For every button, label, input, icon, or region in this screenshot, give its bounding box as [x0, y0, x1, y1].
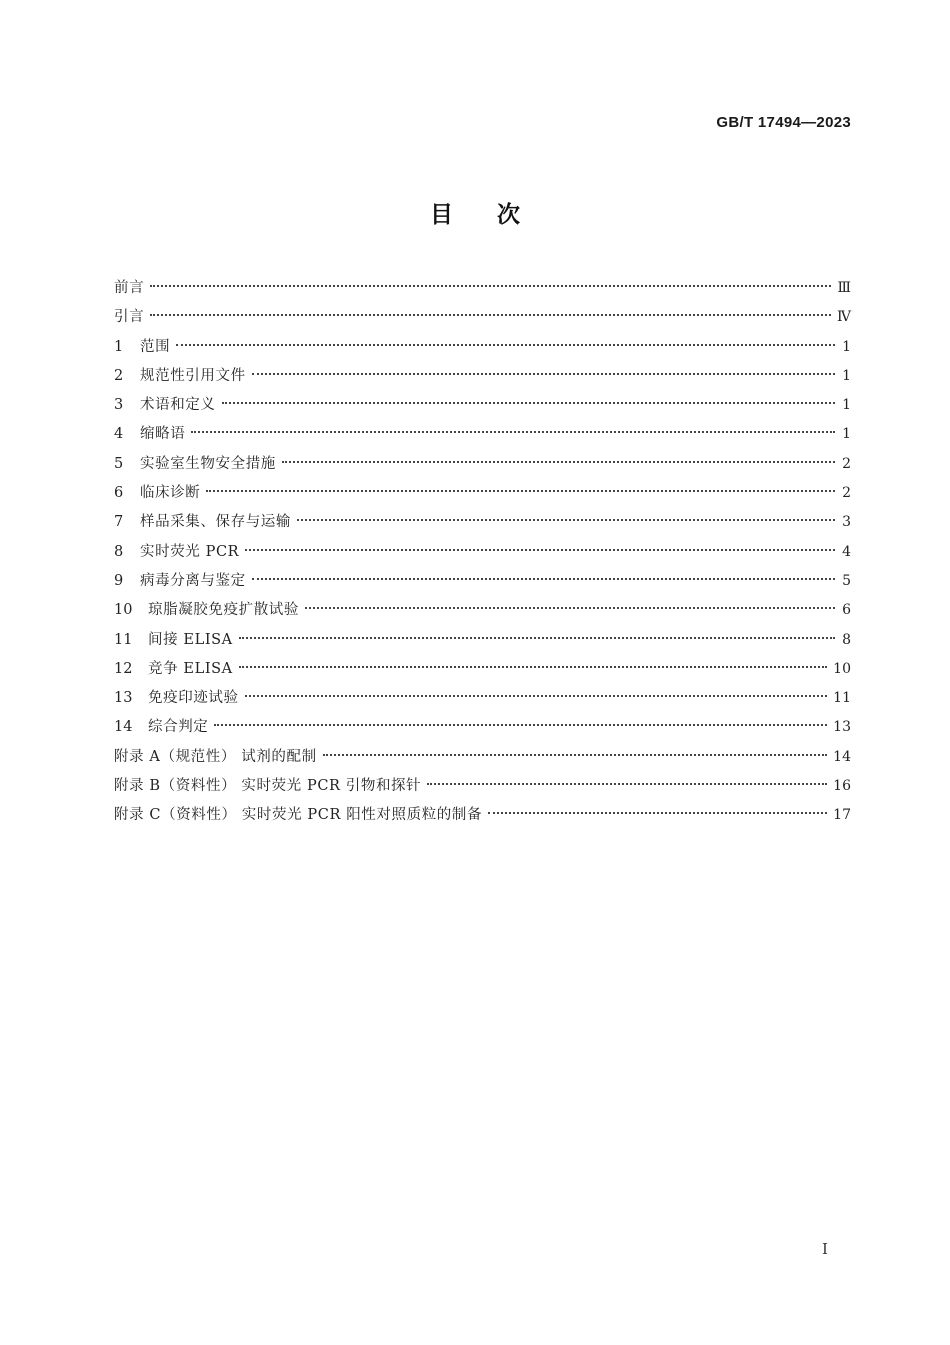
- toc-entry[interactable]: [114, 420, 851, 449]
- toc-entry[interactable]: [114, 626, 851, 655]
- toc-entry-label: 前言: [114, 280, 145, 296]
- dot-leader: [191, 431, 835, 433]
- toc-entry[interactable]: [114, 450, 851, 479]
- toc-entry-number: 2: [114, 367, 124, 384]
- toc-entry-number: 10: [114, 602, 133, 619]
- table-of-contents: [114, 274, 851, 831]
- toc-entry-number: 5: [114, 455, 124, 472]
- toc-entry-label: 竞争 ELISA: [148, 660, 233, 677]
- toc-entry-label: 范围: [140, 338, 171, 355]
- toc-entry-page: 17: [833, 807, 851, 824]
- toc-entry-number: 14: [114, 719, 133, 736]
- toc-entry-page: 1: [842, 426, 851, 443]
- toc-entry[interactable]: [114, 713, 851, 742]
- toc-entry-page: 6: [842, 602, 851, 619]
- toc-entry[interactable]: [114, 772, 851, 801]
- page-title: 目次: [430, 202, 564, 228]
- toc-entry[interactable]: [114, 538, 851, 567]
- dot-leader: [150, 314, 831, 316]
- toc-entry[interactable]: [114, 303, 851, 332]
- toc-entry[interactable]: [114, 274, 851, 303]
- toc-entry-page: 10: [833, 660, 851, 677]
- dot-leader: [222, 402, 836, 404]
- dot-leader: [245, 549, 835, 551]
- toc-entry-page: Ⅳ: [837, 309, 851, 326]
- toc-entry[interactable]: [114, 362, 851, 391]
- dot-leader: [239, 666, 827, 668]
- toc-entry-label: 琼脂凝胶免疫扩散试验: [148, 602, 299, 619]
- toc-entry[interactable]: [114, 596, 851, 625]
- toc-entry-number: 7: [114, 514, 124, 531]
- dot-leader: [239, 637, 835, 639]
- toc-entry-label: 附录 C（资料性） 实时荧光 PCR 阳性对照质粒的制备: [114, 807, 483, 824]
- toc-entry[interactable]: [114, 479, 851, 508]
- standard-number: GB/T 17494—2023: [716, 114, 851, 131]
- toc-entry-label: 附录 A（规范性） 试剂的配制: [114, 748, 317, 765]
- dot-leader: [245, 695, 828, 697]
- dot-leader: [150, 285, 831, 287]
- toc-entry-label: 间接 ELISA: [148, 631, 233, 648]
- dot-leader: [305, 607, 835, 609]
- toc-entry[interactable]: [114, 684, 851, 713]
- toc-entry-page: 8: [842, 631, 851, 648]
- dot-leader: [206, 490, 835, 492]
- toc-entry-label: 附录 B（资料性） 实时荧光 PCR 引物和探针: [114, 778, 422, 795]
- dot-leader: [297, 519, 835, 521]
- toc-entry[interactable]: [114, 743, 851, 772]
- toc-entry-label: 规范性引用文件: [140, 367, 246, 384]
- dot-leader: [323, 754, 827, 756]
- toc-entry-page: 1: [842, 338, 851, 355]
- page-number: Ⅰ: [822, 1240, 828, 1258]
- toc-entry-page: 16: [833, 778, 851, 795]
- dot-leader: [252, 373, 835, 375]
- toc-entry-page: Ⅲ: [837, 280, 851, 296]
- toc-entry[interactable]: [114, 391, 851, 420]
- toc-entry-label: 引言: [114, 309, 145, 326]
- dot-leader: [427, 783, 827, 785]
- dot-leader: [214, 724, 827, 726]
- toc-entry-page: 14: [833, 748, 851, 765]
- toc-entry-label: 病毒分离与鉴定: [140, 572, 246, 589]
- toc-entry-label: 缩略语: [140, 426, 186, 443]
- toc-entry[interactable]: [114, 655, 851, 684]
- dot-leader: [176, 344, 835, 346]
- dot-leader: [488, 812, 827, 814]
- toc-entry[interactable]: [114, 333, 851, 362]
- toc-entry-page: 2: [842, 485, 851, 502]
- toc-entry-page: 3: [842, 514, 851, 531]
- toc-entry-page: 1: [842, 397, 851, 414]
- toc-entry-number: 13: [114, 690, 133, 707]
- toc-entry-page: 4: [842, 543, 851, 560]
- toc-entry-label: 综合判定: [148, 719, 209, 736]
- toc-entry-number: 12: [114, 660, 133, 677]
- toc-entry-label: 免疫印迹试验: [148, 690, 239, 707]
- toc-entry-page: 1: [842, 367, 851, 384]
- toc-entry-number: 8: [114, 543, 124, 560]
- toc-entry-label: 样品采集、保存与运输: [140, 514, 291, 531]
- toc-entry[interactable]: [114, 801, 851, 830]
- toc-entry-label: 临床诊断: [140, 485, 201, 502]
- dot-leader: [252, 578, 835, 580]
- toc-entry-label: 实验室生物安全措施: [140, 455, 276, 472]
- toc-entry-page: 2: [842, 455, 851, 472]
- dot-leader: [282, 461, 835, 463]
- toc-entry[interactable]: [114, 567, 851, 596]
- toc-entry-label: 术语和定义: [140, 397, 216, 414]
- toc-entry-page: 11: [833, 690, 851, 707]
- toc-entry[interactable]: [114, 508, 851, 537]
- toc-entry-number: 6: [114, 485, 124, 502]
- toc-entry-number: 4: [114, 426, 124, 443]
- toc-entry-number: 1: [114, 338, 124, 355]
- toc-entry-number: 9: [114, 572, 124, 589]
- toc-entry-number: 3: [114, 397, 124, 414]
- toc-entry-page: 13: [833, 719, 851, 736]
- toc-entry-label: 实时荧光 PCR: [140, 543, 240, 560]
- toc-entry-number: 11: [114, 631, 133, 648]
- toc-entry-page: 5: [842, 572, 851, 589]
